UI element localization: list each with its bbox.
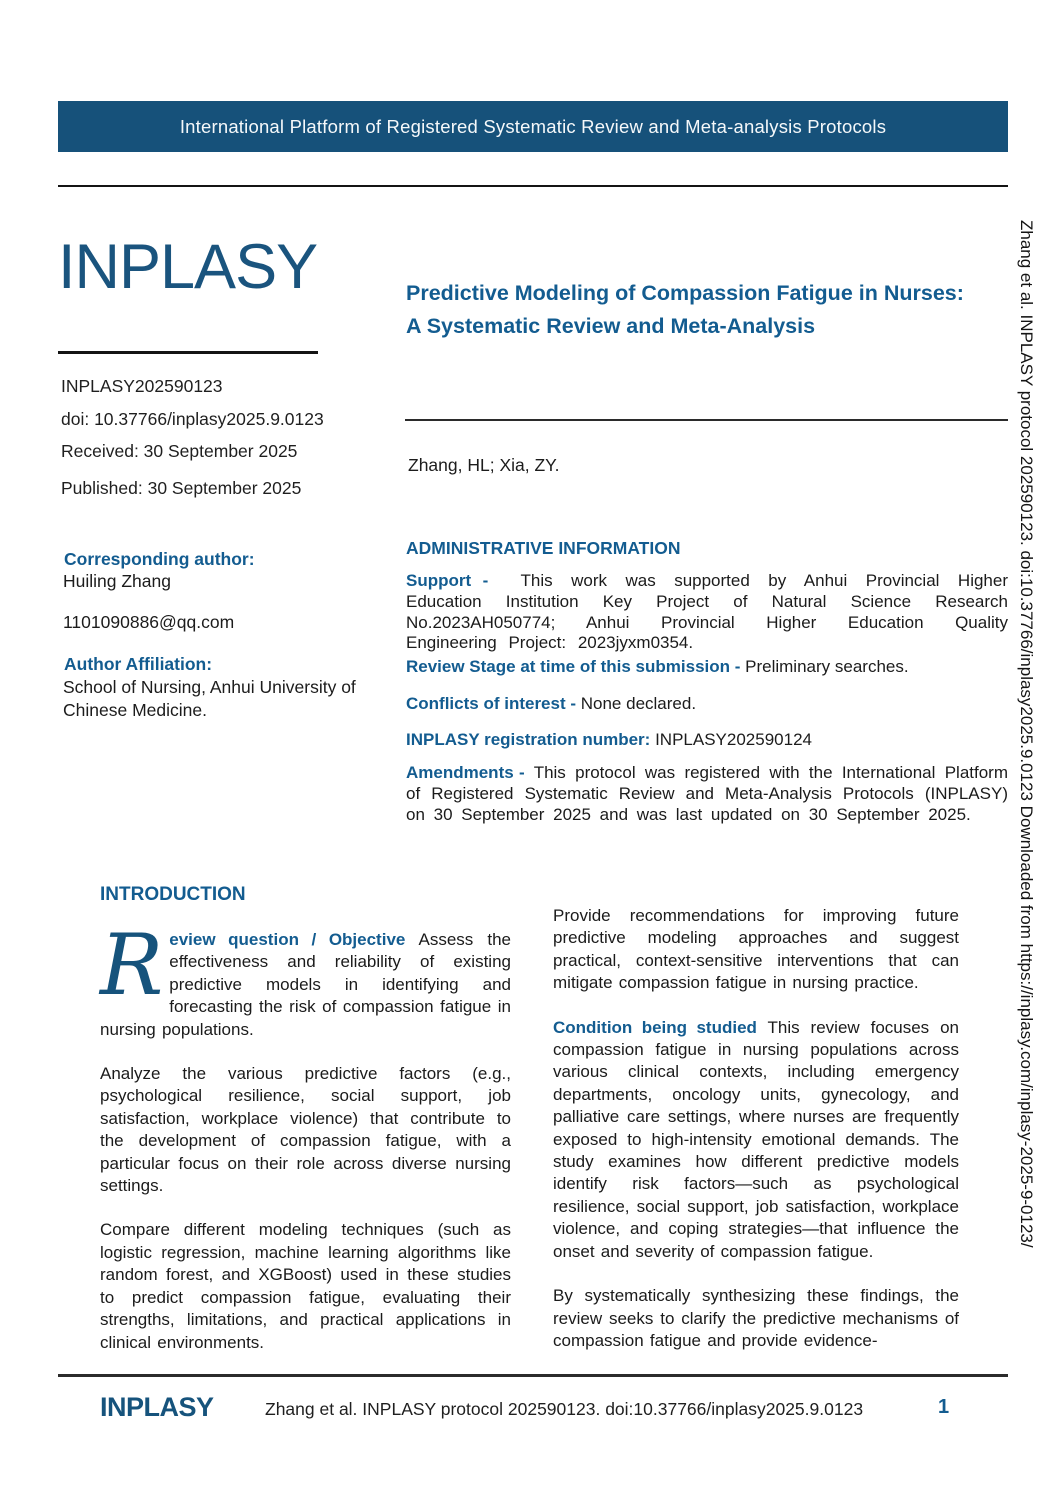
support-paragraph [406, 571, 1008, 654]
conflicts-text: None declared. [580, 694, 697, 713]
footer-logo: INPLASY [100, 1392, 214, 1422]
condition-label: Condition being studied [553, 1017, 757, 1037]
footer-divider [58, 1374, 1008, 1377]
affiliation-text: School of Nursing, Anhui University of Chinese Medicine. [63, 677, 356, 720]
page-number: 1 [938, 1396, 950, 1418]
header-banner-title: International Platform of Registered Systematic Review and Meta-analysis Protocols [179, 115, 887, 137]
drop-cap: R [100, 916, 164, 1014]
review-stage-line [406, 657, 909, 677]
compare-paragraph: Compare different modeling techniques (such as logistic regression, machine learning algorithms like random forest, and XGBoost) used in these studies to predict compassion fatigue, evaluating their strengths, limitations, and practical applications in clinical environments. [100, 1220, 511, 1352]
brand-logo: INPLASY [58, 232, 318, 302]
logo-divider [58, 351, 318, 354]
review-stage-text: Preliminary searches. [745, 657, 909, 676]
intro-left-column [100, 916, 511, 1376]
analyze-paragraph: Analyze the various predictive factors (e.g., psychological resilience, social support, job satisfaction, workplace violence) that contribute to the development of compassion fatigue, with a particular focus on their role across diverse nursing settings. [100, 1064, 511, 1196]
header-banner [58, 101, 1008, 152]
amendments-label: Amendments - [406, 763, 525, 782]
review-question-label: eview question / Objective [169, 930, 406, 949]
doi-text: doi: 10.37766/inplasy2025.9.0123 [61, 409, 324, 429]
review-stage-label: Review Stage at time of this submission - [406, 657, 741, 676]
corresponding-author-name: Huiling Zhang [63, 571, 171, 591]
introduction-heading: INTRODUCTION [100, 884, 246, 905]
condition-text: This review focuses on compassion fatigue in nursing populations across various clinical contexts, including emergency departments, oncology units, gynecology, and palliative care settings, where nurses are frequently exposed to high-intensity emotional demands. The study examines how different predictive models identify risk factors—such as psychological resilience, social support, job satisfaction, workplace violence, and coping strategies—that influence the onset and severity of compassion fatigue. [553, 1017, 960, 1261]
amendments-paragraph [406, 762, 1008, 825]
published-date: Published: 30 September 2025 [61, 478, 302, 498]
affiliation-label: Author Affiliation: [64, 654, 213, 674]
corresponding-author-label: Corresponding author: [64, 549, 255, 569]
review-question-paragraph [100, 916, 511, 1041]
provide-paragraph: Provide recommendations for improving future predictive modeling approaches and suggest practical, context-sensitive interventions that can mitigate compassion fatigue in nursing practice. [553, 906, 959, 993]
review-question-text: Assess the effectiveness and reliability of existing predictive models in identifying and forecasting the risk of compassion fatigue in nursing populations. [100, 930, 511, 1039]
support-label: Support - [406, 571, 489, 590]
condition-paragraph [553, 1017, 959, 1263]
support-text: This work was supported by Anhui Provincial Higher Education Institution Key Project of Natural Science Research No.2023AH050774; Anhui Provincial Higher Education Quality Engineering Project: 2023jyxm0354. [406, 571, 1009, 653]
registration-label: INPLASY registration number: [406, 730, 651, 749]
amendments-text: This protocol was registered with the International Platform of Registered Systematic Review and Meta-Analysis Protocols (INPLASY) on 30 September 2025 and was last updated on 30 September 2025. [406, 763, 1009, 824]
vertical-citation: Zhang et al. INPLASY protocol 202590123. doi:10.37766/inplasy2025.9.0123 Downloaded from https://inplasy.com/inplasy-2025-9-0123/ [1017, 220, 1036, 1248]
registration-line [406, 730, 812, 750]
article-title: Predictive Modeling of Compassion Fatigue in Nurses: A Systematic Review and Meta-Analysis [406, 281, 964, 338]
conflicts-line [406, 694, 696, 714]
registry-id: INPLASY202590123 [61, 376, 223, 396]
registration-value: INPLASY202590124 [655, 730, 812, 749]
top-divider [58, 185, 1008, 187]
synthesis-paragraph: By systematically synthesizing these findings, the review seeks to clarify the predictive mechanisms of compassion fatigue and provide evidence- [553, 1286, 959, 1350]
title-divider [405, 419, 1008, 421]
conflicts-label: Conflicts of interest - [406, 694, 577, 713]
corresponding-author-email: 1101090886@qq.com [63, 612, 235, 632]
received-date: Received: 30 September 2025 [61, 441, 298, 461]
article-authors: Zhang, HL; Xia, ZY. [408, 455, 560, 475]
admin-heading: ADMINISTRATIVE INFORMATION [406, 538, 681, 558]
intro-right-column [553, 905, 959, 1374]
footer-citation: Zhang et al. INPLASY protocol 202590123. doi:10.37766/inplasy2025.9.0123 [265, 1399, 864, 1419]
